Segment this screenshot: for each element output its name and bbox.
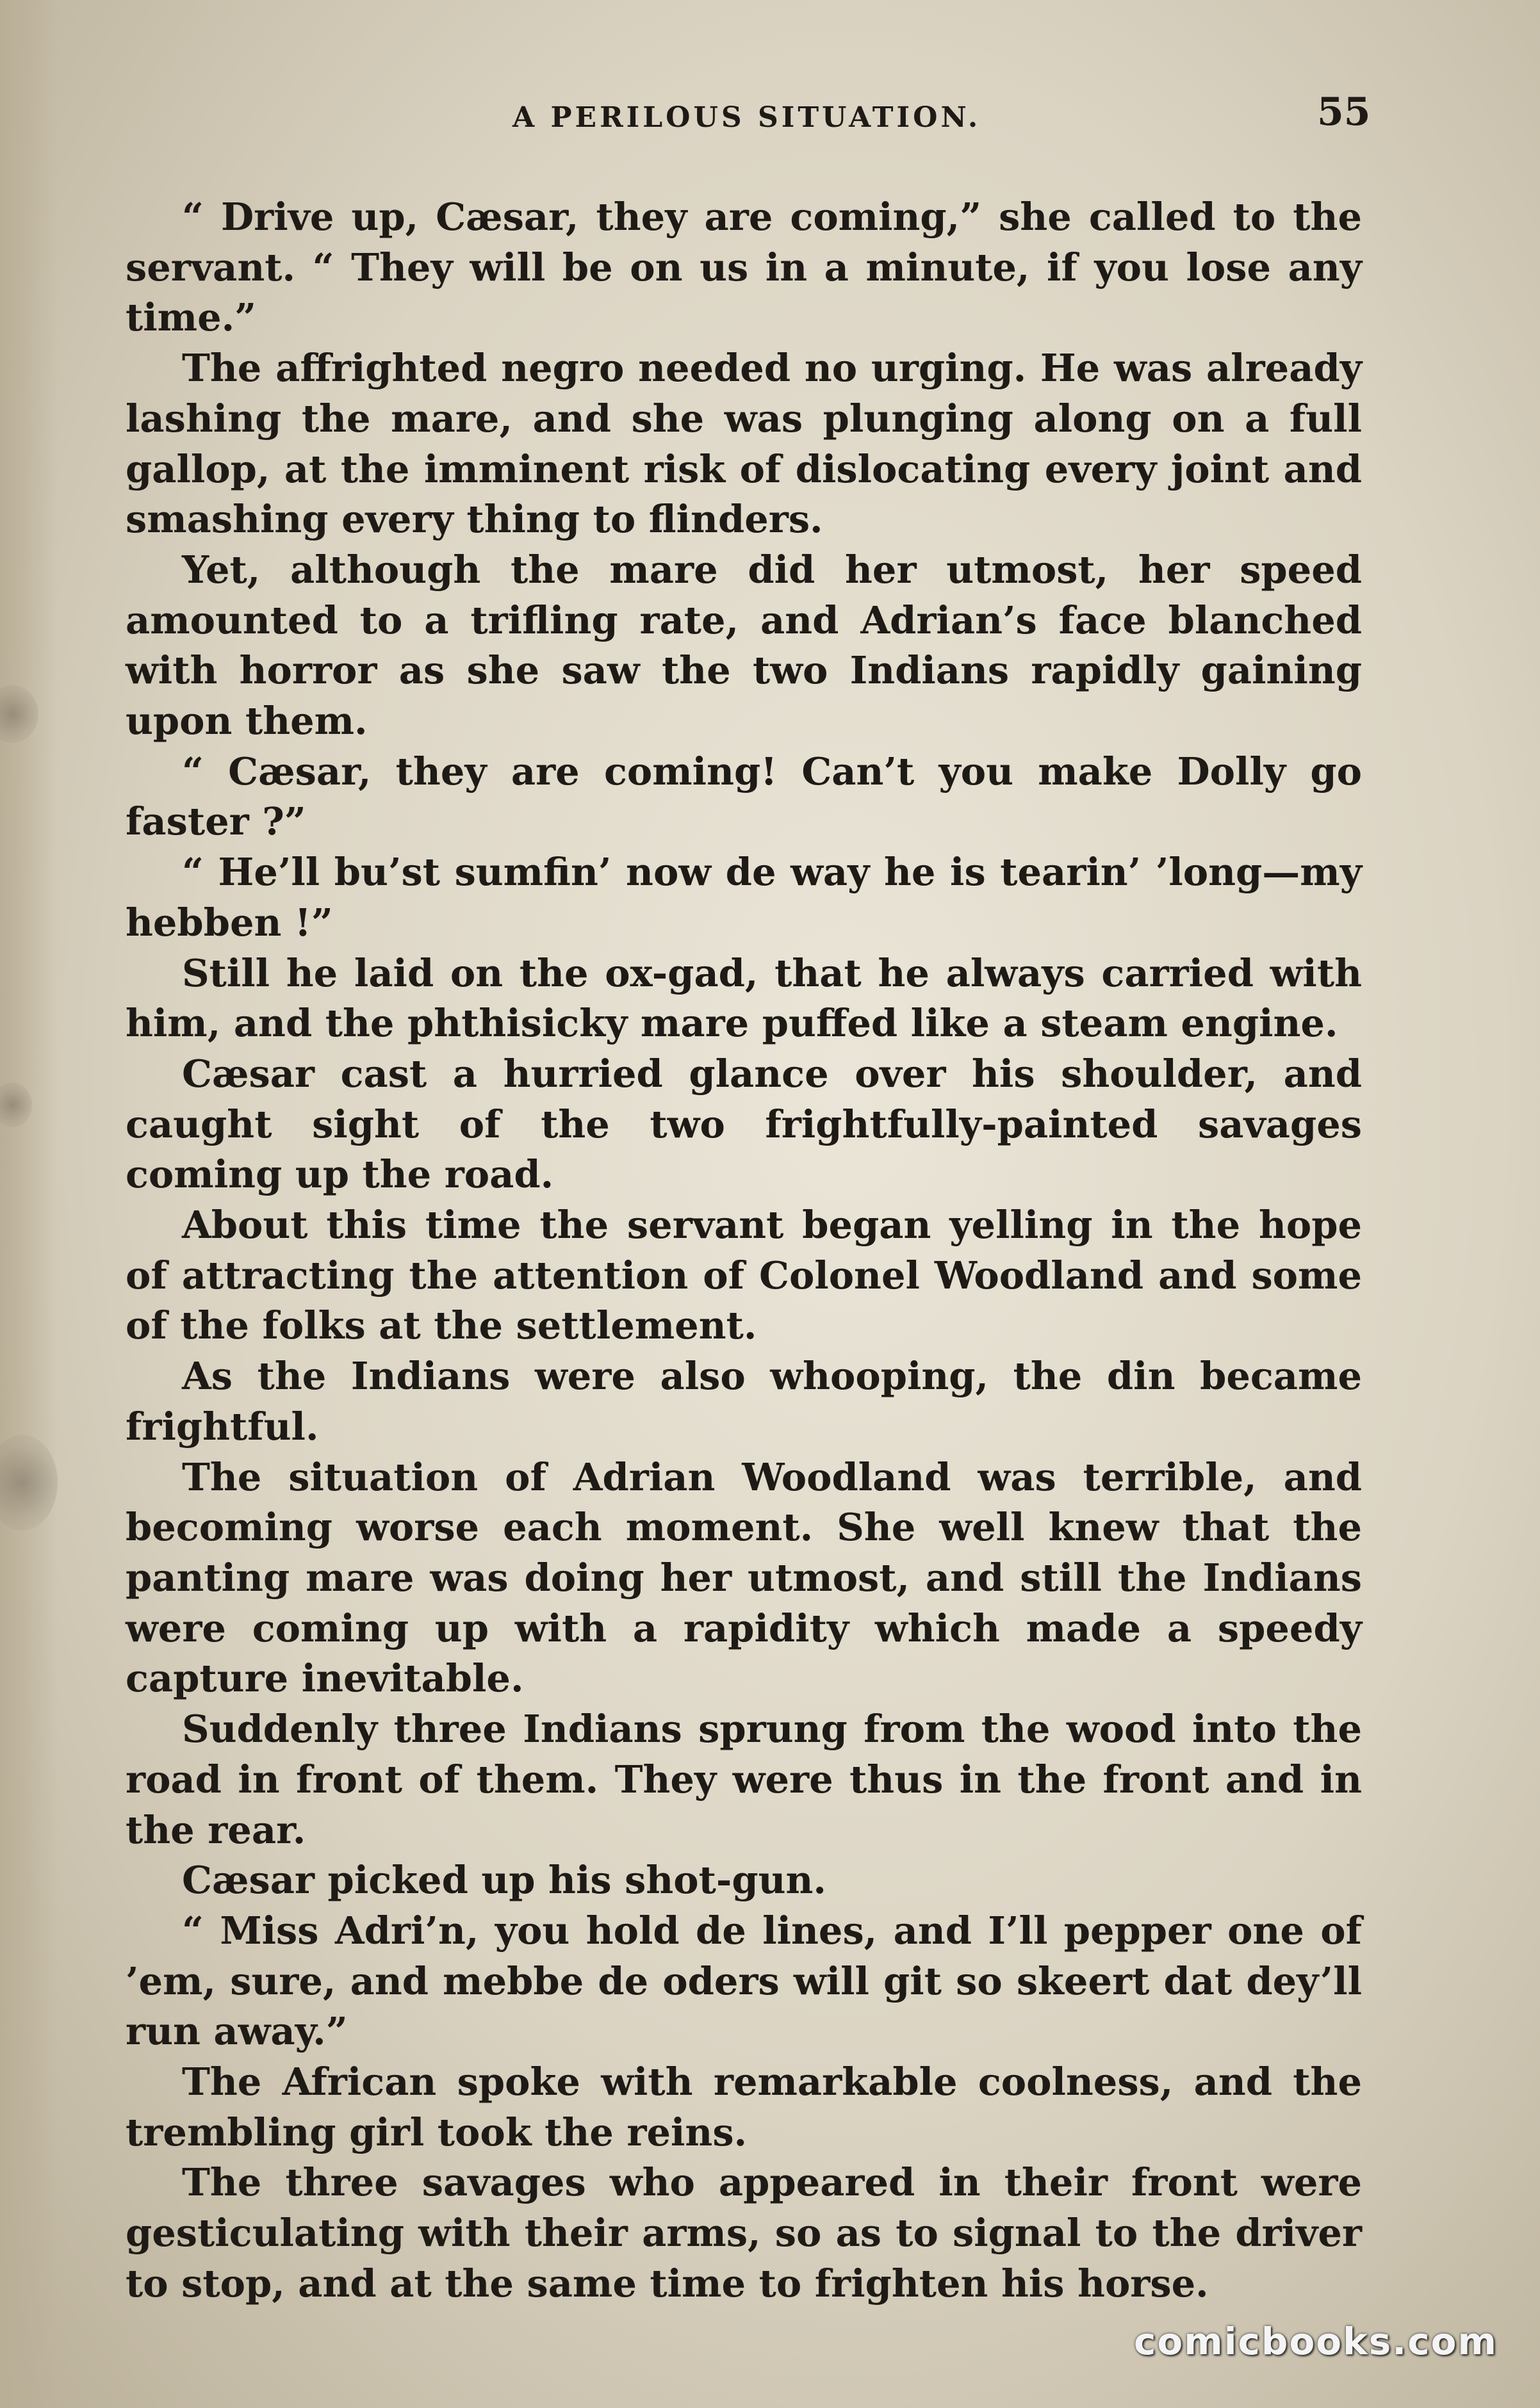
paragraph: “ Miss Adri’n, you hold de lines, and I’ll pepper one of ’em, sure, and mebbe de oders will git so skeert dat dey’ll run away.” bbox=[126, 1908, 1362, 2054]
page-number: 55 bbox=[1317, 90, 1371, 134]
paragraph: The three savages who appeared in their front were gesticulating with their arms, so as to signal to the driver to stop, and at the same time to frighten his horse. bbox=[126, 2160, 1362, 2306]
body-text bbox=[126, 192, 1362, 2309]
paragraph: Suddenly three Indians sprung from the wood into the road in front of them. They were thus in the front and in the rear. bbox=[126, 1707, 1362, 1852]
page-edge-shadow bbox=[0, 0, 58, 2408]
paragraph: “ Cæsar, they are coming! Can’t you make Dolly go faster ?” bbox=[126, 749, 1362, 844]
paragraph: As the Indians were also whooping, the din became frightful. bbox=[126, 1354, 1362, 1449]
running-head: A PERILOUS SITUATION. bbox=[512, 101, 981, 134]
paragraph: The African spoke with remarkable coolness, and the trembling girl took the reins. bbox=[126, 2060, 1362, 2154]
paragraph: Yet, although the mare did her utmost, her speed amounted to a trifling rate, and Adrian’s face blanched with horror as she saw the two Indians rapidly gaining upon them. bbox=[126, 547, 1362, 744]
paragraph: Cæsar picked up his shot-gun. bbox=[182, 1858, 826, 1903]
page-header bbox=[0, 90, 1540, 147]
paragraph: Cæsar cast a hurried glance over his shoulder, and caught sight of the two frightfully-painted savages coming up the road. bbox=[126, 1051, 1362, 1197]
paragraph: The situation of Adrian Woodland was terrible, and becoming worse each moment. She well knew that the panting mare was doing her utmost, and still the Indians were coming up with a rapidity which made a speedy capture inevitable. bbox=[126, 1454, 1362, 1701]
paragraph: About this time the servant began yelling in the hope of attracting the attention of Colonel Woodland and some of the folks at the settlement. bbox=[126, 1203, 1362, 1348]
paragraph: Still he laid on the ox-gad, that he always carried with him, and the phthisicky mare puffed like a steam engine. bbox=[126, 950, 1362, 1046]
paragraph: “ Drive up, Cæsar, they are coming,” she called to the servant. “ They will be on us in a minute, if you lose any time.” bbox=[126, 195, 1362, 340]
paragraph: The affrighted negro needed no urging. He was already lashing the mare, and she was plunging along on a full gallop, at the imminent risk of dislocating every joint and smashing every thing to flinders. bbox=[126, 346, 1362, 542]
site-watermark: comicbooks.com bbox=[1134, 2320, 1498, 2363]
paragraph: “ He’ll bu’st sumfin’ now de way he is tearin’ ’long—my hebben !” bbox=[126, 850, 1362, 945]
